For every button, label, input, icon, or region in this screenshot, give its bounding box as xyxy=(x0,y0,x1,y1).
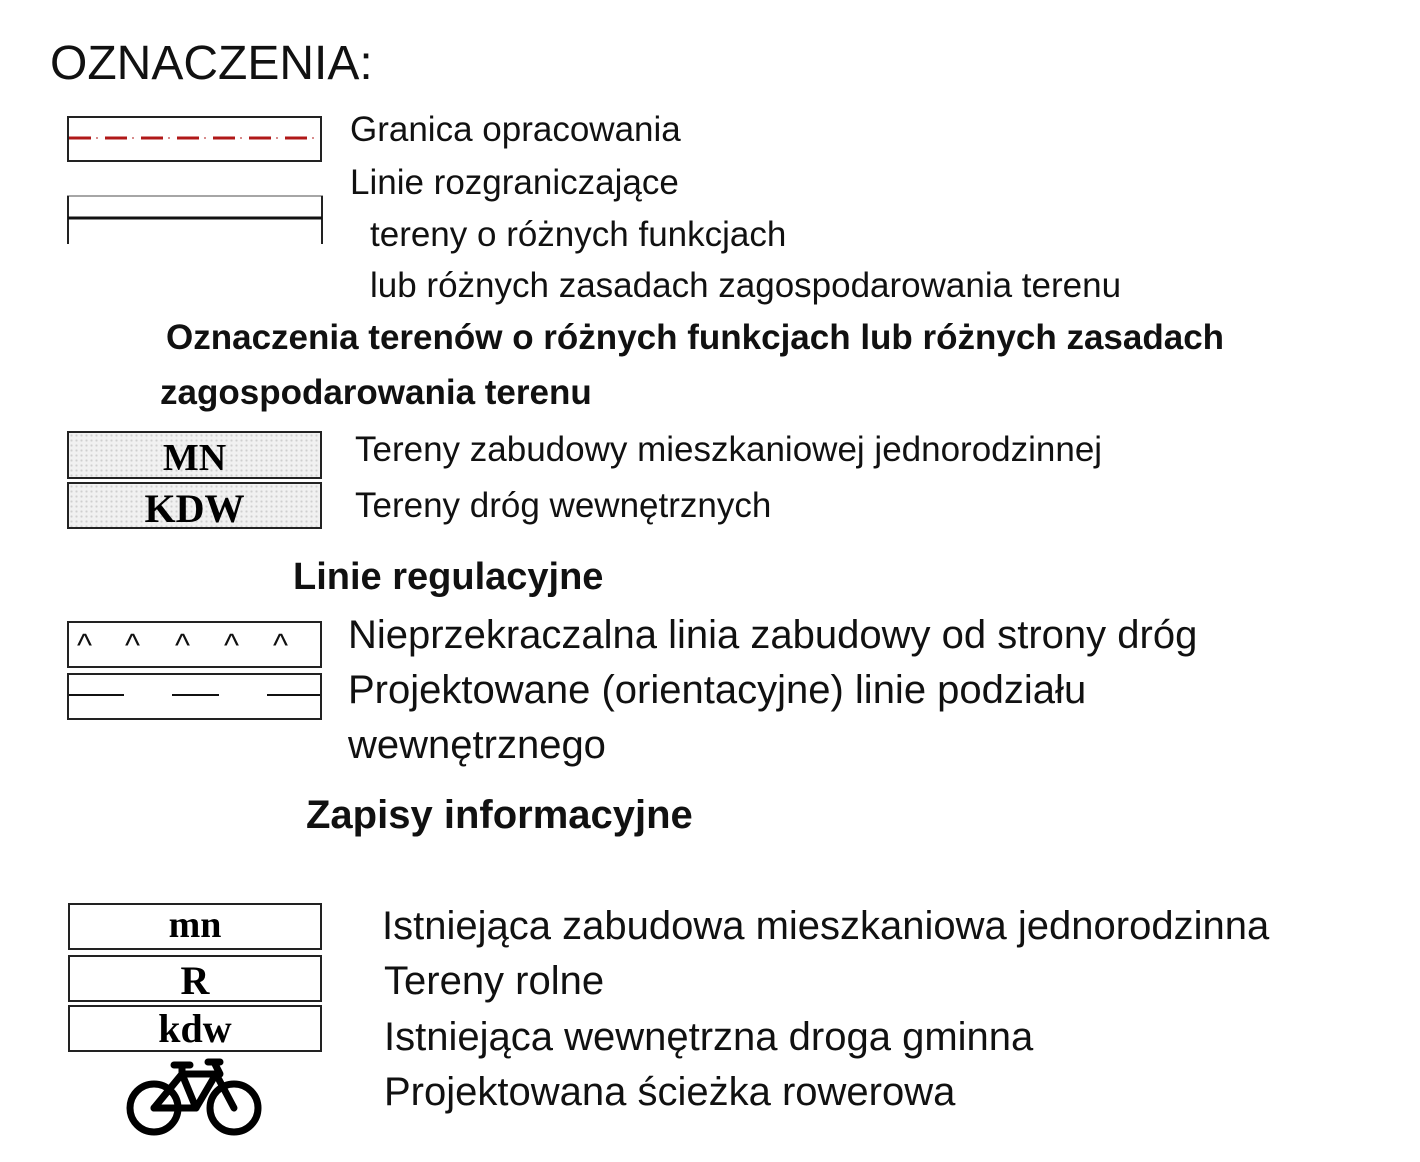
dividing-lines-label-1: Linie rozgraniczające xyxy=(350,163,679,202)
zone-code: KDW xyxy=(144,486,245,531)
dividing-line-icon xyxy=(66,194,324,246)
boundary-symbol xyxy=(67,116,322,162)
dividing-lines-label-2: tereny o różnych funkcjach xyxy=(370,215,787,254)
building-line-symbol xyxy=(67,621,322,668)
functions-heading-1: Oznaczenia terenów o różnych funkcjach lub różnych zasadach xyxy=(166,318,1225,357)
zone-label: Tereny dróg wewnętrznych xyxy=(355,486,772,525)
caret-icon: ^ xyxy=(224,627,240,663)
zone-code: MN xyxy=(162,437,227,479)
info-code: kdw xyxy=(158,1006,232,1051)
regulation-heading: Linie regulacyjne xyxy=(293,556,604,598)
dividing-lines-label-3: lub różnych zasadach zagospodarowania terenu xyxy=(370,266,1122,305)
functions-heading-2: zagospodarowania terenu xyxy=(160,373,592,412)
caret-icon: ^ xyxy=(175,627,191,663)
r-info-symbol xyxy=(68,955,322,1002)
mn-zone-symbol xyxy=(67,431,322,479)
zone-label: Tereny zabudowy mieszkaniowej jednorodzinnej xyxy=(355,430,1103,469)
division-line-label-2: wewnętrznego xyxy=(348,723,606,767)
legend-title: OZNACZENIA: xyxy=(50,37,373,90)
info-heading: Zapisy informacyjne xyxy=(306,793,693,837)
boundary-label: Granica opracowania xyxy=(350,110,681,149)
bike-path-label: Projektowana ścieżka rowerowa xyxy=(384,1070,956,1114)
caret-icon: ^ xyxy=(77,627,93,663)
info-label: Istniejąca zabudowa mieszkaniowa jednorodzinna xyxy=(382,904,1270,948)
dashed-boundary-icon xyxy=(69,118,320,160)
building-line-label: Nieprzekraczalna linia zabudowy od strony dróg xyxy=(348,613,1198,657)
kdw-info-symbol xyxy=(68,1005,322,1052)
caret-icon: ^ xyxy=(273,627,289,663)
division-line-label-1: Projektowane (orientacyjne) linie podziału xyxy=(348,668,1087,712)
bicycle-icon xyxy=(124,1052,264,1142)
division-line-symbol xyxy=(67,673,322,720)
caret-icon: ^ xyxy=(125,627,141,663)
mn-info-symbol xyxy=(68,903,322,950)
info-label: Tereny rolne xyxy=(384,959,605,1003)
info-label: Istniejąca wewnętrzna droga gminna xyxy=(384,1015,1034,1059)
info-code: mn xyxy=(168,904,222,946)
dash-line-icon xyxy=(69,675,320,718)
info-code: R xyxy=(180,958,210,1003)
kdw-zone-symbol xyxy=(67,482,322,529)
